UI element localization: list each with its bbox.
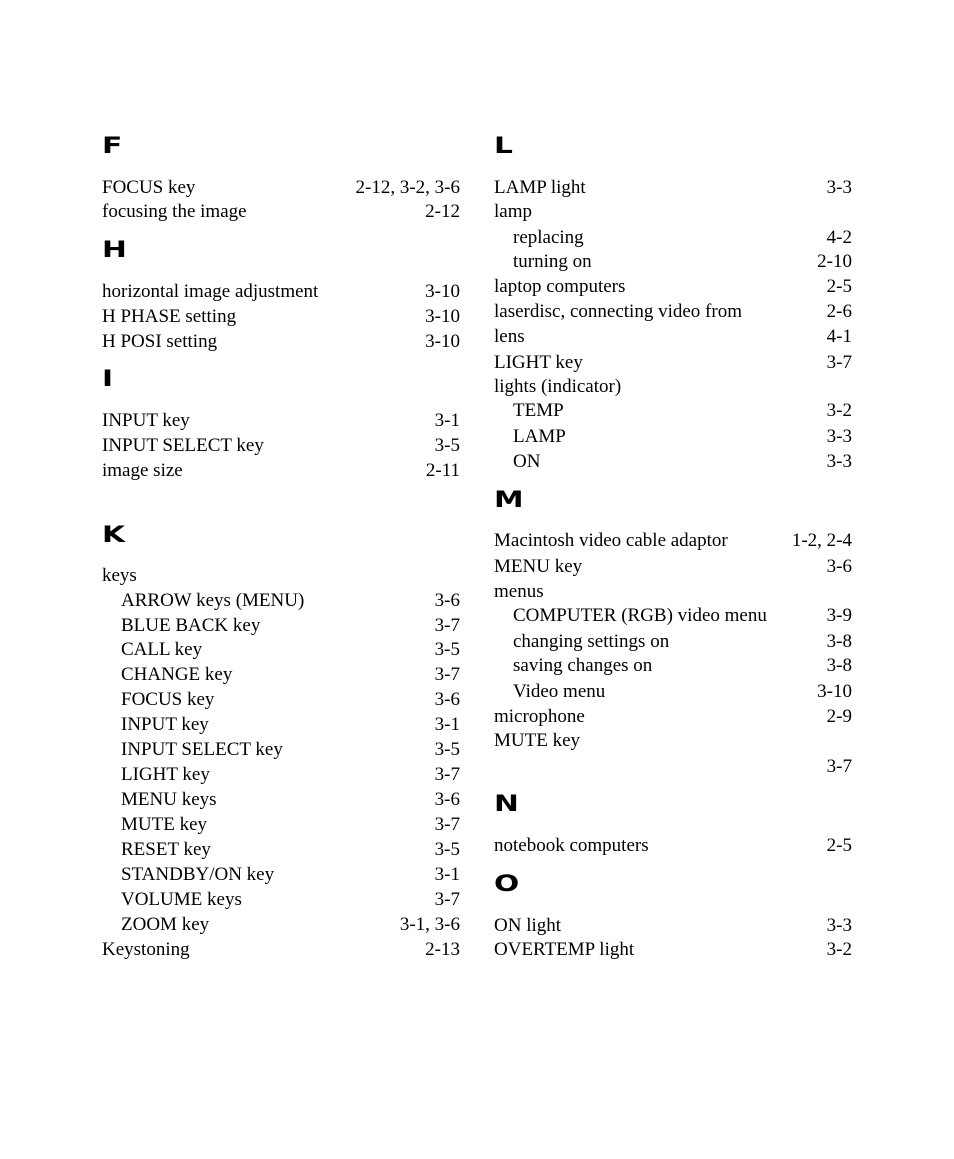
index-pages: 3-10	[817, 681, 852, 702]
index-term: saving changes on	[513, 655, 653, 676]
index-pages: 2-6	[826, 301, 852, 322]
index-term: replacing	[513, 227, 584, 248]
index-subentry	[102, 637, 460, 662]
index-pages: 3-5	[434, 739, 460, 760]
index-term: TEMP	[513, 400, 564, 421]
index-entry	[102, 199, 460, 224]
section-letter-o: O	[494, 872, 520, 897]
index-term: INPUT key	[102, 410, 190, 431]
index-term: laserdisc, connecting video from	[494, 301, 742, 322]
index-entry	[102, 433, 460, 458]
index-term: changing settings on	[513, 631, 670, 652]
index-pages: 2-9	[826, 706, 852, 727]
index-entry	[102, 408, 460, 433]
index-subentry	[494, 653, 852, 678]
index-pages: 2-11	[425, 460, 460, 481]
index-subentry	[102, 662, 460, 687]
index-term: RESET key	[121, 839, 211, 860]
index-subentry	[494, 629, 852, 654]
index-entry	[494, 175, 852, 200]
index-entry	[102, 304, 460, 329]
index-subentry	[494, 603, 852, 628]
index-pages: 3-3	[826, 915, 852, 936]
index-term: MUTE key	[494, 730, 581, 751]
index-pages: 3-6	[434, 789, 460, 810]
index-pages: 3-3	[826, 426, 852, 447]
index-pages: 3-2	[826, 400, 852, 421]
index-entry	[494, 833, 852, 858]
index-subentry	[102, 862, 460, 887]
index-pages: 3-5	[434, 639, 460, 660]
index-subentry	[494, 249, 852, 274]
index-entry	[494, 374, 852, 399]
index-term: ON	[513, 451, 541, 472]
index-pages: 3-5	[434, 435, 460, 456]
index-term: OVERTEMP light	[494, 939, 635, 960]
section-letter-l: L	[494, 134, 513, 159]
index-pages: 3-10	[425, 281, 460, 302]
index-term: laptop computers	[494, 276, 626, 297]
index-term: CALL key	[121, 639, 203, 660]
index-subentry	[102, 837, 460, 862]
section-letter-n: N	[494, 792, 519, 817]
index-entry	[494, 937, 852, 962]
index-pages: 3-10	[425, 331, 460, 352]
index-term: FOCUS key	[102, 177, 196, 198]
index-subentry	[102, 762, 460, 787]
index-entry	[102, 458, 460, 483]
index-subentry	[494, 679, 852, 704]
index-pages: 3-1, 3-6	[399, 914, 460, 935]
index-subentry	[494, 225, 852, 250]
index-term: microphone	[494, 706, 585, 727]
index-pages: 4-1	[826, 326, 852, 347]
index-pages: 3-7	[434, 764, 460, 785]
index-pages: 3-1	[434, 714, 460, 735]
index-entry	[102, 279, 460, 304]
index-term: focusing the image	[102, 201, 247, 222]
index-pages: 3-3	[826, 451, 852, 472]
section-letter-k: K	[102, 523, 126, 548]
index-entry	[494, 579, 852, 604]
index-entry	[494, 554, 852, 579]
index-pages: 2-12	[425, 201, 460, 222]
index-pages: 3-8	[826, 631, 852, 652]
index-subentry	[102, 887, 460, 912]
index-term: LIGHT key	[494, 352, 583, 373]
index-term: turning on	[513, 251, 592, 272]
index-entry	[494, 199, 852, 224]
index-pages: 3-6	[826, 556, 852, 577]
index-term: MENU keys	[121, 789, 217, 810]
index-pages: 3-9	[826, 605, 852, 626]
index-pages: 3-1	[434, 864, 460, 885]
index-term: image size	[102, 460, 183, 481]
index-pages: 2-10	[817, 251, 852, 272]
index-term: Video menu	[513, 681, 606, 702]
index-entry	[494, 274, 852, 299]
index-term: ON light	[494, 915, 562, 936]
index-term: MENU key	[494, 556, 583, 577]
index-pages: 2-12, 3-2, 3-6	[355, 177, 460, 198]
index-term: ARROW keys (MENU)	[121, 590, 305, 611]
index-term: STANDBY/ON key	[121, 864, 275, 885]
index-entry	[494, 324, 852, 349]
index-term: H PHASE setting	[102, 306, 237, 327]
index-term: notebook computers	[494, 835, 649, 856]
index-subentry	[102, 588, 460, 613]
index-pages: 3-2	[826, 939, 852, 960]
index-subentry	[494, 398, 852, 423]
index-entry	[494, 704, 852, 729]
index-pages: 2-13	[425, 939, 460, 960]
index-term: lens	[494, 326, 525, 347]
index-term: INPUT SELECT key	[102, 435, 264, 456]
index-term: lights (indicator)	[494, 376, 622, 397]
index-subentry	[102, 787, 460, 812]
index-term: FOCUS key	[121, 689, 215, 710]
index-entry	[494, 528, 852, 553]
index-subentry	[102, 912, 460, 937]
index-term: VOLUME keys	[121, 889, 242, 910]
section-letter-i: I	[102, 367, 114, 392]
index-entry	[102, 937, 460, 962]
index-term: INPUT key	[121, 714, 209, 735]
index-term: CHANGE key	[121, 664, 233, 685]
index-subentry	[494, 449, 852, 474]
index-term: ZOOM key	[121, 914, 210, 935]
section-letter-m: M	[494, 488, 524, 513]
index-subentry	[102, 687, 460, 712]
index-pages: 3-7	[826, 352, 852, 373]
index-term: H POSI setting	[102, 331, 218, 352]
index-term: horizontal image adjustment	[102, 281, 319, 302]
index-term: COMPUTER (RGB) video menu	[513, 605, 767, 626]
index-subentry	[102, 812, 460, 837]
index-term: lamp	[494, 201, 532, 222]
section-letter-h: H	[102, 238, 127, 263]
index-entry	[102, 563, 460, 588]
index-subentry	[102, 737, 460, 762]
index-pages: 4-2	[826, 227, 852, 248]
index-pages: 3-7	[434, 889, 460, 910]
index-pages: 2-5	[826, 835, 852, 856]
index-term: LAMP light	[494, 177, 586, 198]
index-subentry	[494, 424, 852, 449]
index-pages: 3-3	[826, 177, 852, 198]
index-pages: 3-7	[826, 756, 852, 777]
index-pages: 3-7	[434, 615, 460, 636]
index-pages: 3-6	[434, 590, 460, 611]
index-pages: 1-2, 2-4	[791, 530, 852, 551]
index-pages: 3-7	[434, 664, 460, 685]
index-pages: 3-7	[434, 814, 460, 835]
index-entry	[102, 175, 460, 200]
index-pages: 3-10	[425, 306, 460, 327]
index-entry	[102, 329, 460, 354]
index-term: LIGHT key	[121, 764, 210, 785]
index-term: menus	[494, 581, 544, 602]
index-term: Keystoning	[102, 939, 190, 960]
index-pages: 3-6	[434, 689, 460, 710]
index-term: Macintosh video cable adaptor	[494, 530, 728, 551]
index-subentry	[102, 712, 460, 737]
index-entry	[494, 299, 852, 324]
index-subentry	[102, 613, 460, 638]
index-entry	[494, 728, 852, 753]
index-pages: 3-5	[434, 839, 460, 860]
index-entry	[494, 350, 852, 375]
index-pages: 3-8	[826, 655, 852, 676]
index-term: BLUE BACK key	[121, 615, 261, 636]
index-pages: 3-1	[434, 410, 460, 431]
index-pages: 2-5	[826, 276, 852, 297]
index-term: INPUT SELECT key	[121, 739, 283, 760]
index-term: MUTE key	[121, 814, 208, 835]
index-entry	[494, 913, 852, 938]
index-term: keys	[102, 565, 137, 586]
section-letter-f: F	[102, 134, 123, 159]
index-entry	[494, 754, 852, 779]
index-term: LAMP	[513, 426, 566, 447]
